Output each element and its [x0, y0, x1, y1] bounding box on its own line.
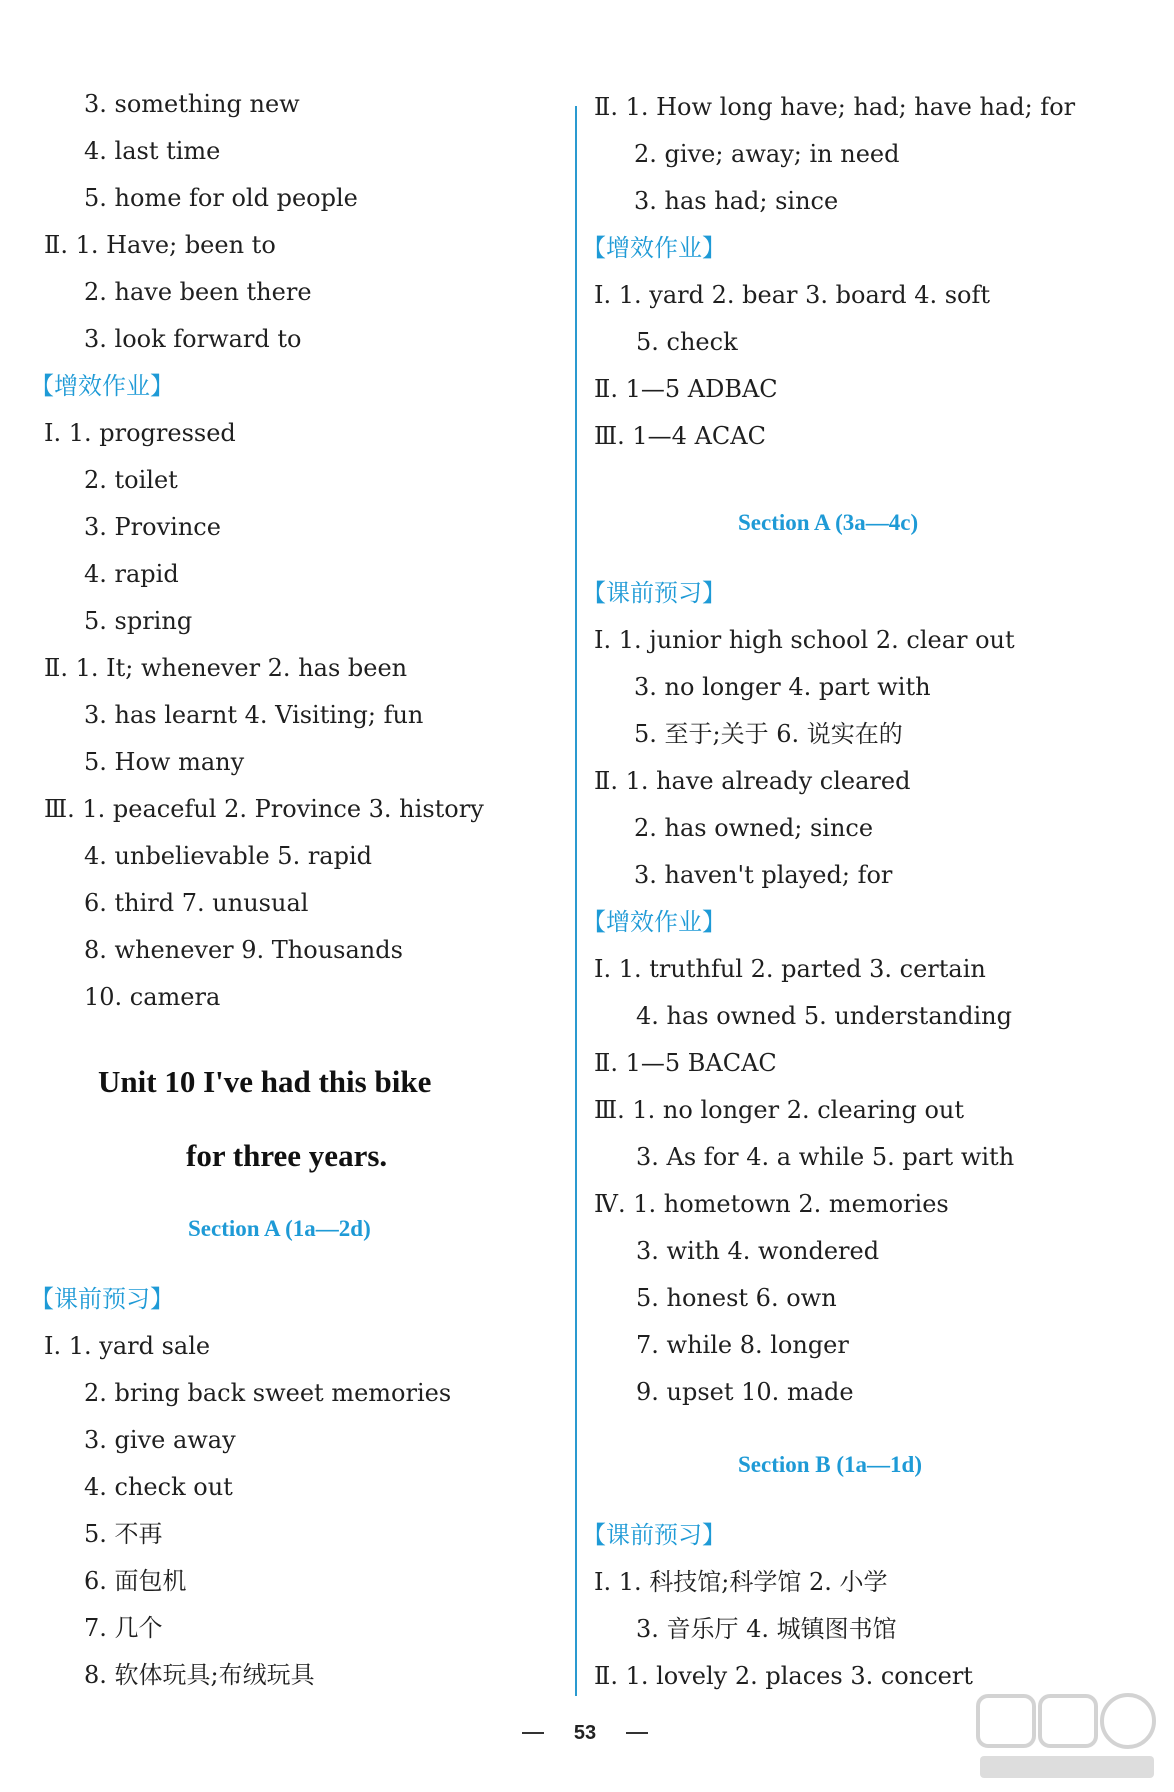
answer-line: 5. 不再: [84, 1520, 163, 1548]
section-tag-preview: 【课前预习】: [582, 1521, 726, 1549]
answer-line: 2. has owned; since: [634, 814, 874, 842]
answer-line: 6. third 7. unusual: [84, 889, 309, 917]
answer-line: 9. upset 10. made: [636, 1378, 854, 1406]
answer-line: Ⅱ. 1. How long have; had; have had; for: [594, 93, 1076, 121]
section-tag-homework: 【增效作业】: [582, 908, 726, 936]
answer-line: 4. rapid: [84, 560, 179, 588]
answer-line: 4. check out: [84, 1473, 233, 1501]
answer-line: 8. whenever 9. Thousands: [84, 936, 403, 964]
answer-line: Ⅱ. 1. It; whenever 2. has been: [44, 654, 408, 682]
answer-line: 4. unbelievable 5. rapid: [84, 842, 373, 870]
answer-line: 3. As for 4. a while 5. part with: [636, 1143, 1015, 1171]
answer-line: Ⅱ. 1. lovely 2. places 3. concert: [594, 1662, 973, 1690]
section-tag-homework: 【增效作业】: [30, 372, 174, 400]
answer-line: 2. bring back sweet memories: [84, 1379, 452, 1407]
answer-line: Ⅱ. 1—5 BACAC: [594, 1049, 777, 1077]
answer-line: 3. give away: [84, 1426, 236, 1454]
unit-title-line-2: for three years.: [186, 1138, 388, 1173]
answer-line: 3. look forward to: [84, 325, 302, 353]
answer-line: Ⅰ. 1. truthful 2. parted 3. certain: [594, 955, 986, 983]
answer-line: Ⅰ. 1. 科技馆;科学馆 2. 小学: [594, 1568, 888, 1596]
answer-line: Ⅱ. 1. Have; been to: [44, 231, 276, 259]
answer-line: 3. 音乐厅 4. 城镇图书馆: [636, 1615, 897, 1643]
answer-line: 5. check: [636, 328, 738, 356]
answer-line: 3. has learnt 4. Visiting; fun: [84, 701, 424, 729]
answer-line: 5. How many: [84, 748, 245, 776]
answer-line: Ⅰ. 1. progressed: [44, 419, 236, 447]
answer-line: 5. home for old people: [84, 184, 358, 212]
footer-dash-right: [626, 1732, 648, 1734]
section-tag-preview: 【课前预习】: [582, 579, 726, 607]
page-number: 53: [573, 1722, 597, 1744]
answer-line: Ⅰ. 1. yard 2. bear 3. board 4. soft: [594, 281, 991, 309]
answer-line: 3. something new: [84, 90, 300, 118]
answer-line: 3. no longer 4. part with: [634, 673, 931, 701]
watermark-stamp-icon: [972, 1690, 1162, 1786]
section-heading: Section A (1a—2d): [188, 1216, 371, 1241]
footer-dash-left: [522, 1732, 544, 1734]
answer-line: 5. spring: [84, 607, 193, 635]
answer-line: 5. honest 6. own: [636, 1284, 837, 1312]
answer-line: 7. while 8. longer: [636, 1331, 849, 1359]
answer-line: Ⅱ. 1. have already cleared: [594, 767, 911, 795]
answer-line: Ⅰ. 1. yard sale: [44, 1332, 211, 1360]
answer-line: 8. 软体玩具;布绒玩具: [84, 1661, 315, 1689]
answer-line: 3. with 4. wondered: [636, 1237, 880, 1265]
column-divider: [575, 106, 577, 1696]
answer-line: 2. give; away; in need: [634, 140, 900, 168]
section-tag-homework: 【增效作业】: [582, 234, 726, 262]
answer-line: 6. 面包机: [84, 1567, 187, 1595]
answer-line: 4. last time: [84, 137, 221, 165]
answer-line: Ⅳ. 1. hometown 2. memories: [594, 1190, 949, 1218]
answer-line: 7. 几个: [84, 1614, 163, 1642]
unit-title-line-1: Unit 10 I've had this bike: [98, 1064, 432, 1099]
answer-line: Ⅲ. 1. peaceful 2. Province 3. history: [44, 795, 484, 823]
answer-line: 2. have been there: [84, 278, 312, 306]
section-tag-preview: 【课前预习】: [30, 1285, 174, 1313]
answer-line: 10. camera: [84, 983, 221, 1011]
answer-line: Ⅰ. 1. junior high school 2. clear out: [594, 626, 1015, 654]
answer-line: 3. has had; since: [634, 187, 839, 215]
section-heading: Section B (1a—1d): [738, 1452, 922, 1477]
answer-line: 3. haven't played; for: [634, 861, 893, 889]
section-heading: Section A (3a—4c): [738, 510, 919, 535]
answer-line: 4. has owned 5. understanding: [636, 1002, 1012, 1030]
answer-line: 3. Province: [84, 513, 221, 541]
answer-line: Ⅲ. 1—4 ACAC: [594, 422, 766, 450]
answer-line: Ⅲ. 1. no longer 2. clearing out: [594, 1096, 965, 1124]
answer-line: Ⅱ. 1—5 ADBAC: [594, 375, 778, 403]
answer-line: 2. toilet: [84, 466, 178, 494]
answer-line: 5. 至于;关于 6. 说实在的: [634, 720, 903, 748]
